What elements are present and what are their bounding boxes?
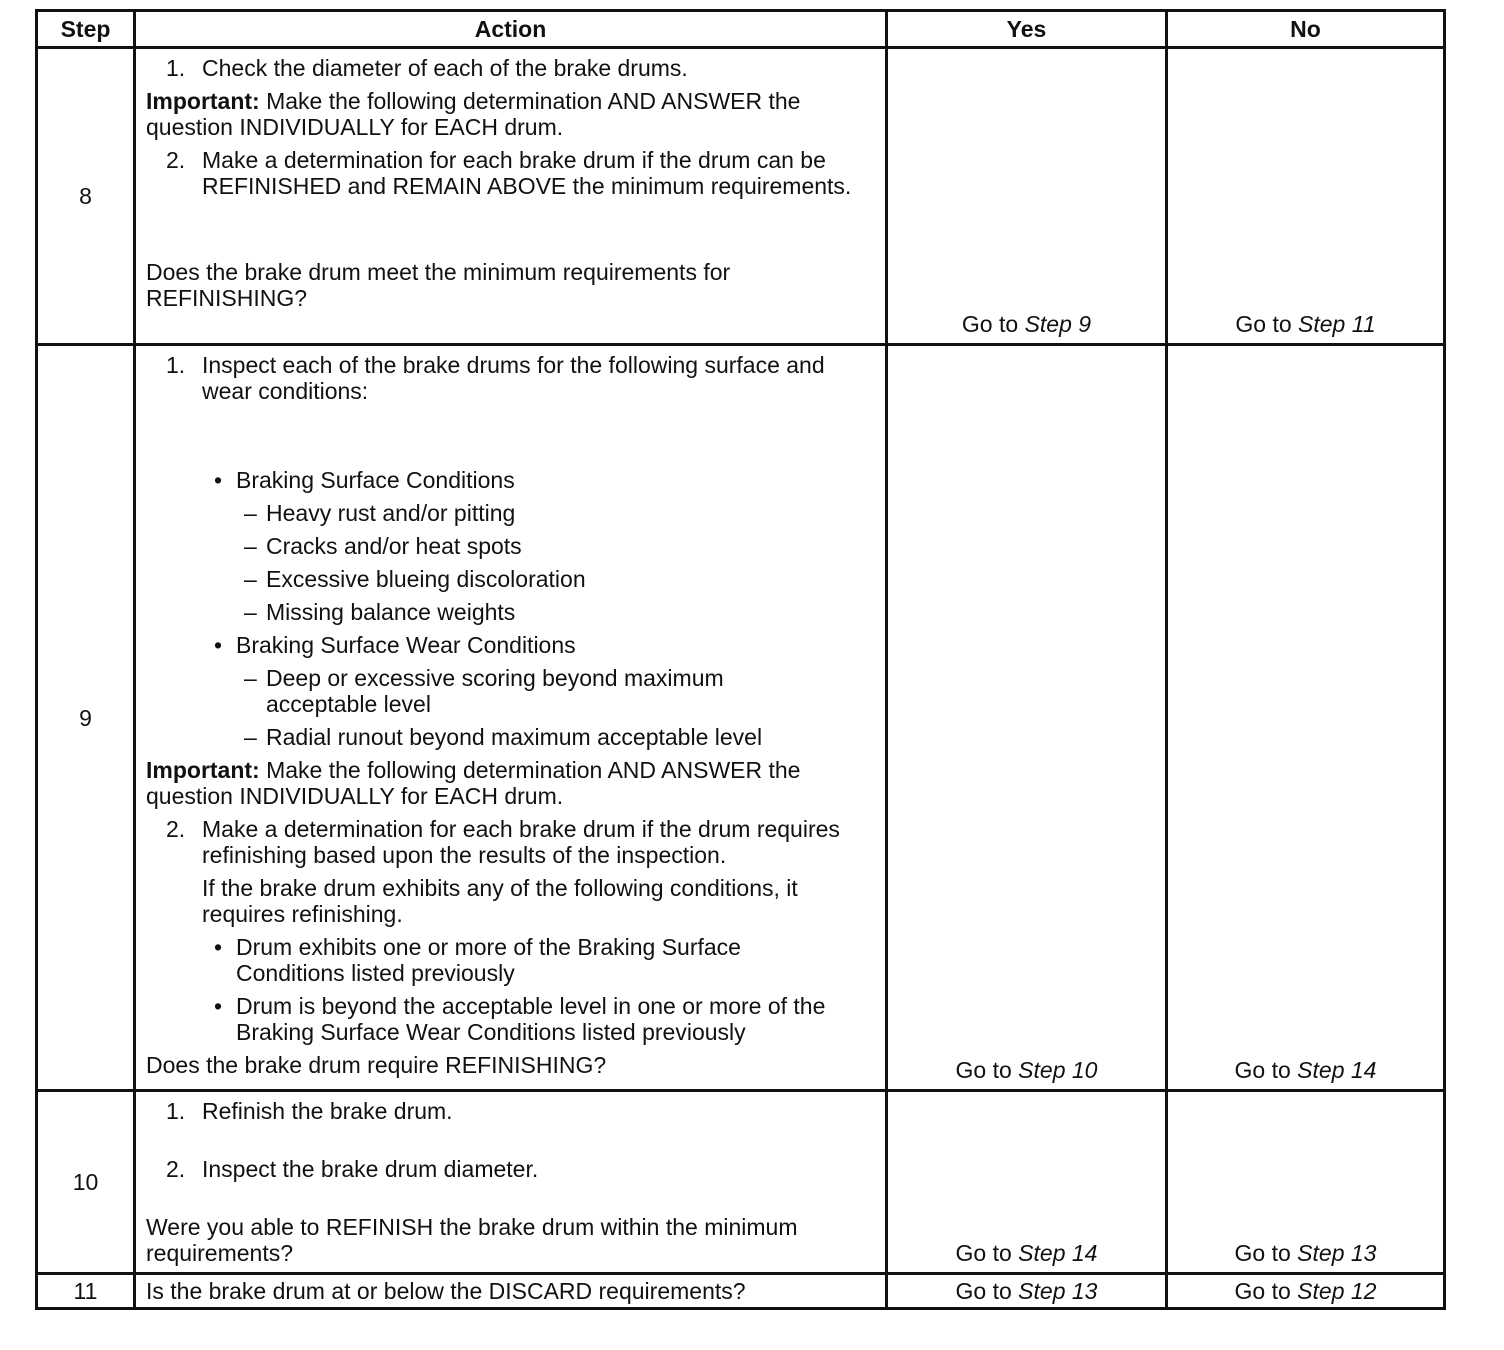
no-cell: Go to Step 13: [1167, 1091, 1445, 1274]
table-row: [37, 1091, 1445, 1274]
yes-cell: Go to Step 13: [887, 1274, 1167, 1309]
dash-item: – Cracks and/or heat spots: [244, 533, 522, 559]
important-note: Important: Make the following determination AND ANSWER the question INDIVIDUALLY for EACH drum.: [146, 88, 801, 140]
header-row: [37, 11, 1445, 48]
no-goto-link[interactable]: Step 11: [1298, 311, 1376, 337]
header-yes: Yes: [887, 11, 1167, 48]
dash-item: – Excessive blueing discoloration: [244, 566, 586, 592]
yes-goto-link[interactable]: Step 13: [1018, 1278, 1098, 1304]
numbered-item: 2. Inspect the brake drum diameter.: [166, 1156, 539, 1182]
yes-goto-link[interactable]: Step 10: [1018, 1057, 1098, 1083]
question-text: Were you able to REFINISH the brake drum within the minimum requirements?: [146, 1214, 798, 1266]
step-number: 11: [37, 1274, 135, 1309]
no-cell: Go to Step 14: [1167, 345, 1445, 1091]
bullet-item: • Drum exhibits one or more of the Braking Surface Conditions listed previously: [214, 934, 741, 986]
question-text: Does the brake drum require REFINISHING?: [146, 1052, 607, 1078]
bullet-item: • Drum is beyond the acceptable level in one or more of the Braking Surface Wear Conditions listed previously: [214, 993, 826, 1045]
yes-cell: Go to Step 14: [887, 1091, 1167, 1274]
dash-item: – Heavy rust and/or pitting: [244, 500, 516, 526]
table-row: [37, 345, 1445, 1091]
numbered-item: 2. Make a determination for each brake drum if the drum can be REFINISHED and REMAIN ABOVE the minimum requirements.: [166, 147, 852, 199]
yes-cell: Go to Step 10: [887, 345, 1167, 1091]
table-row: [37, 48, 1445, 345]
step-number: 8: [37, 48, 135, 345]
table-row: [37, 1274, 1445, 1309]
no-goto-link[interactable]: Step 13: [1297, 1240, 1377, 1266]
action-cell: [135, 345, 887, 1091]
dash-item: – Radial runout beyond maximum acceptable level: [244, 724, 763, 750]
action-cell: [135, 1274, 887, 1309]
header-action: Action: [135, 11, 887, 48]
question-text: Does the brake drum meet the minimum requirements for REFINISHING?: [146, 259, 731, 311]
numbered-item: 1. Inspect each of the brake drums for the following surface and wear conditions:: [166, 352, 825, 404]
action-cell: [135, 48, 887, 345]
yes-goto-link[interactable]: Step 14: [1018, 1240, 1098, 1266]
no-cell: Go to Step 12: [1167, 1274, 1445, 1309]
paragraph-text: If the brake drum exhibits any of the following conditions, it requires refinishing.: [202, 875, 798, 927]
bullet-item: • Braking Surface Wear Conditions: [214, 632, 576, 658]
header-step: Step: [37, 11, 135, 48]
numbered-item: 2. Make a determination for each brake drum if the drum requires refinishing based upon the results of the inspection.: [166, 816, 840, 868]
dash-item: – Missing balance weights: [244, 599, 516, 625]
header-no: No: [1167, 11, 1445, 48]
numbered-item: 1. Check the diameter of each of the brake drums.: [166, 55, 688, 81]
no-cell: Go to Step 11: [1167, 48, 1445, 345]
action-cell: [135, 1091, 887, 1274]
step-number: 10: [37, 1091, 135, 1274]
no-goto-link[interactable]: Step 14: [1297, 1057, 1377, 1083]
yes-goto-link[interactable]: Step 9: [1024, 311, 1092, 337]
step-number: 9: [37, 345, 135, 1091]
question-text: Is the brake drum at or below the DISCARD requirements?: [146, 1278, 746, 1304]
yes-cell: Go to Step 9: [887, 48, 1167, 345]
bullet-item: • Braking Surface Conditions: [214, 467, 515, 493]
important-note: Important: Make the following determination AND ANSWER the question INDIVIDUALLY for EACH drum.: [146, 757, 801, 809]
no-goto-link[interactable]: Step 12: [1297, 1278, 1377, 1304]
dash-item: – Deep or excessive scoring beyond maximum acceptable level: [244, 665, 724, 717]
numbered-item: 1. Refinish the brake drum.: [166, 1098, 453, 1124]
diagnostic-table: [35, 9, 1446, 1310]
